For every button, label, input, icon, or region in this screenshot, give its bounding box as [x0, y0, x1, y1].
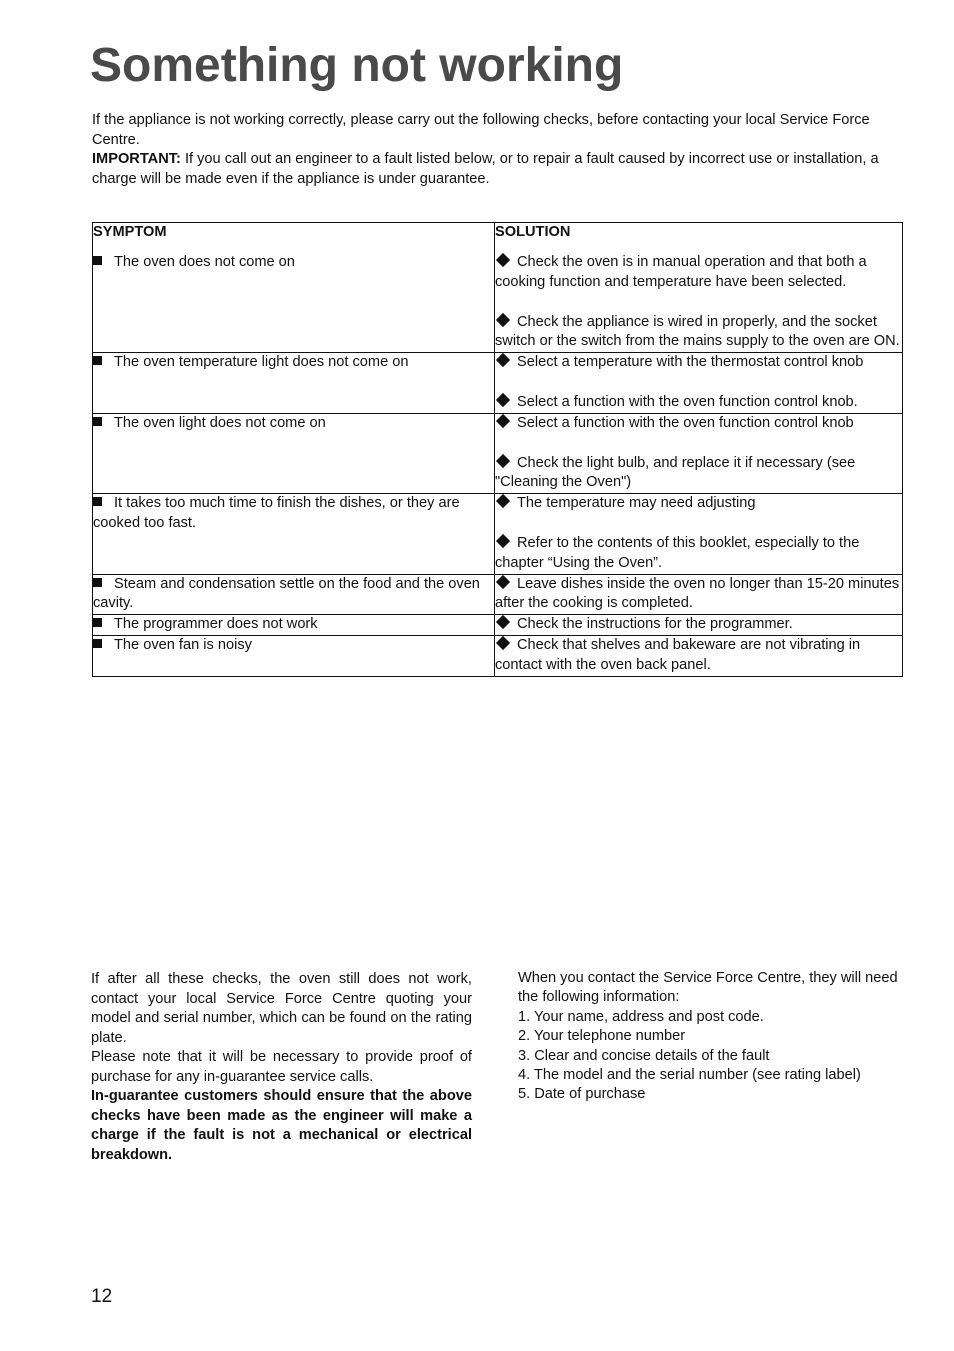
- solution-item: [495, 353, 902, 373]
- square-bullet-icon: [93, 356, 102, 365]
- proof-of-purchase-paragraph: Please note that it will be necessary to provide proof of purchase for any in-guarantee service calls.: [91, 1049, 472, 1085]
- solution-text: Check that shelves and bakeware are not vibrating in contact with the oven back panel.: [495, 636, 861, 673]
- table-row: [93, 413, 903, 493]
- symptom-text: Steam and condensation settle on the food and the oven cavity.: [93, 575, 480, 612]
- solution-text: Leave dishes inside the oven no longer than 15-20 minutes after the cooking is completed.: [495, 575, 900, 612]
- symptom-cell: [93, 353, 495, 414]
- solution-text: Check the oven is in manual operation and that both a cooking function and temperature have been selected.: [495, 254, 867, 290]
- solution-cell: [495, 413, 903, 493]
- list-item: 5. Date of purchase: [518, 1086, 646, 1103]
- symptom-cell: [93, 494, 495, 574]
- intro-paragraph: If the appliance is not working correctly, please carry out the following checks, before contacting your local Service Force Centre.: [92, 112, 870, 148]
- symptom-cell: [93, 635, 495, 676]
- symptom-text: The oven light does not come on: [114, 414, 326, 431]
- table-row: [93, 353, 903, 414]
- table-row: [93, 574, 903, 615]
- square-bullet-icon: [93, 578, 102, 587]
- symptom-text: It takes too much time to finish the dishes, or they are cooked too fast.: [93, 495, 460, 531]
- diamond-bullet-icon: [496, 615, 510, 629]
- diamond-bullet-icon: [496, 494, 510, 508]
- page-title: Something not working: [90, 39, 624, 92]
- solution-item: [495, 636, 902, 676]
- symptom-text: The oven does not come on: [114, 254, 295, 270]
- list-item: 3. Clear and concise details of the fault: [518, 1047, 770, 1064]
- symptom-cell: [93, 253, 495, 353]
- diamond-bullet-icon: [496, 574, 510, 588]
- list-item: 1. Your name, address and post code.: [518, 1008, 764, 1025]
- intro-section: [92, 111, 902, 189]
- table-row: [93, 253, 903, 353]
- solution-item: [495, 615, 902, 635]
- table-row: [93, 635, 903, 676]
- diamond-bullet-icon: [496, 454, 510, 468]
- diamond-bullet-icon: [496, 253, 510, 267]
- troubleshooting-table: [92, 222, 903, 677]
- solution-item: [495, 393, 902, 413]
- table-row: [93, 615, 903, 636]
- symptom-text: The oven temperature light does not come on: [114, 354, 409, 371]
- symptom-text: The programmer does not work: [114, 616, 318, 633]
- contact-info-section: [518, 969, 901, 1105]
- square-bullet-icon: [93, 639, 102, 648]
- page-number: 12: [91, 1286, 113, 1307]
- square-bullet-icon: [93, 417, 102, 426]
- solution-text: Refer to the contents of this booklet, especially to the chapter “Using the Oven”.: [495, 534, 860, 571]
- contact-intro: When you contact the Service Force Centre, they will need the following information:: [518, 970, 898, 1006]
- table-row: [93, 494, 903, 574]
- solution-item: [495, 313, 902, 353]
- diamond-bullet-icon: [496, 414, 510, 428]
- diamond-bullet-icon: [496, 534, 510, 548]
- solution-text: Check the instructions for the programmer.: [517, 616, 793, 633]
- important-text: If you call out an engineer to a fault listed below, or to repair a fault caused by incorrect use or installation, a charge will be made even if the appliance is under guarantee.: [92, 151, 879, 187]
- solution-text: The temperature may need adjusting: [517, 495, 756, 512]
- solution-cell: [495, 635, 903, 676]
- solution-cell: [495, 615, 903, 636]
- important-label: IMPORTANT:: [92, 151, 181, 167]
- solution-text: Check the appliance is wired in properly, and the socket switch or the switch from the mains supply to the oven are ON.: [495, 313, 900, 350]
- solution-cell: [495, 353, 903, 414]
- solution-header: SOLUTION: [495, 223, 903, 254]
- solution-text: Select a temperature with the thermostat control knob: [517, 354, 864, 371]
- solution-item: [495, 414, 902, 434]
- square-bullet-icon: [93, 618, 102, 627]
- solution-item: [495, 494, 902, 514]
- solution-item: [495, 534, 902, 574]
- after-checks-paragraph: If after all these checks, the oven still does not work, contact your local Service Force Centre quoting your model and serial number, which can be found on the rating plate.: [91, 971, 472, 1046]
- after-checks-section: [91, 970, 472, 1165]
- diamond-bullet-icon: [496, 636, 510, 650]
- list-item: 2. Your telephone number: [518, 1028, 686, 1045]
- solution-item: [495, 253, 902, 293]
- diamond-bullet-icon: [496, 353, 510, 367]
- square-bullet-icon: [93, 497, 102, 506]
- symptom-cell: [93, 413, 495, 493]
- symptom-cell: [93, 574, 495, 615]
- solution-cell: [495, 494, 903, 574]
- square-bullet-icon: [93, 256, 102, 265]
- symptom-cell: [93, 615, 495, 636]
- solution-text: Select a function with the oven function control knob.: [517, 393, 858, 410]
- table-header-row: [93, 223, 903, 254]
- symptom-header: SYMPTOM: [93, 223, 495, 254]
- diamond-bullet-icon: [496, 313, 510, 327]
- solution-text: Select a function with the oven function control knob: [517, 414, 854, 431]
- solution-item: [495, 454, 902, 494]
- list-item: 4. The model and the serial number (see rating label): [518, 1067, 861, 1084]
- solution-cell: [495, 574, 903, 615]
- diamond-bullet-icon: [496, 393, 510, 407]
- solution-cell: [495, 253, 903, 353]
- symptom-text: The oven fan is noisy: [114, 636, 252, 653]
- guarantee-warning: In-guarantee customers should ensure that the above checks have been made as the engineer will make a charge if the fault is not a mechanical or electrical breakdown.: [91, 1088, 472, 1163]
- important-note: [92, 150, 902, 189]
- solution-text: Check the light bulb, and replace it if necessary (see "Cleaning the Oven"): [495, 454, 856, 491]
- solution-item: [495, 575, 902, 615]
- required-info-list: [518, 1008, 901, 1105]
